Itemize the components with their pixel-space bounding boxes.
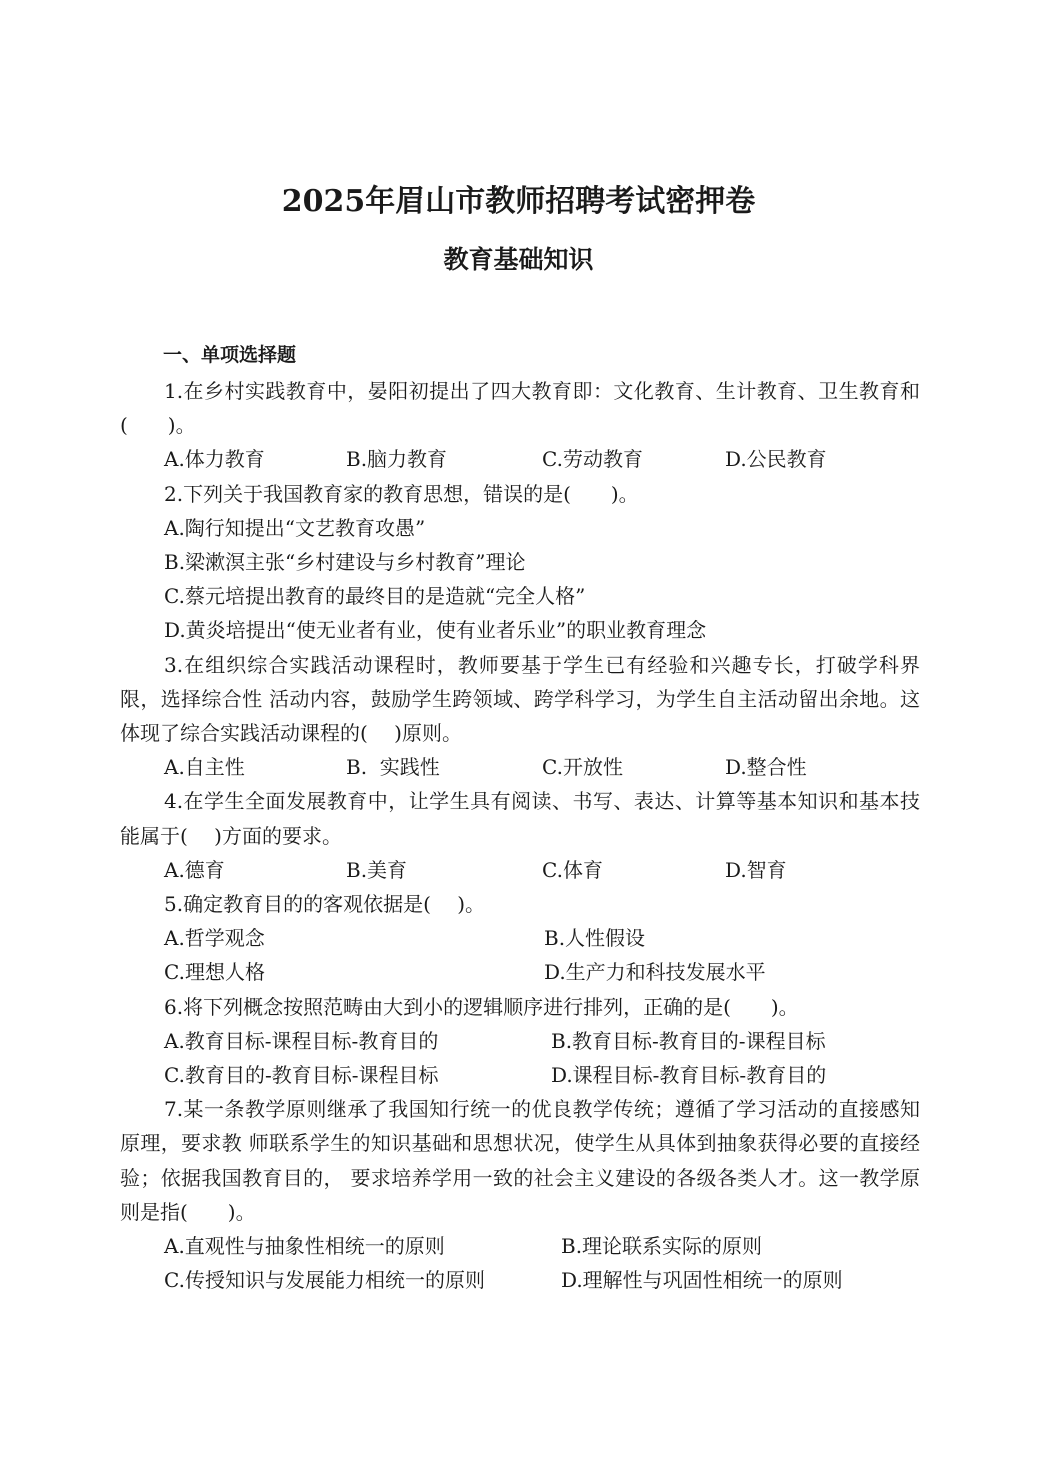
option-b[interactable]: B. 实践性 [346,755,440,780]
question-3-options [120,750,920,784]
option-c[interactable]: C.传授知识与发展能力相统一的原则 [164,1268,485,1293]
option-d[interactable]: D.黄炎培提出“使无业者有业，使有业者乐业”的职业教育理念 [164,618,707,643]
question-6-options-row-1 [120,1024,920,1058]
question-4-stem: 4.在学生全面发展教育中，让学生具有阅读、书写、表达、计算等基本知识和基本技能属于( )方面的要求。 [120,789,920,848]
option-a[interactable]: A.哲学观念 [164,926,265,951]
question-1-options [120,442,920,476]
option-d[interactable]: D.公民教育 [725,447,827,472]
option-d[interactable]: D.生产力和科技发展水平 [544,960,766,985]
option-d[interactable]: D.理解性与巩固性相统一的原则 [561,1268,843,1293]
question-7-stem: 7.某一条教学原则继承了我国知行统一的优良教学传统；遵循了学习活动的直接感知原理，要求教 师联系学生的知识基础和思想状况，使学生从具体到抽象获得必要的直接经验；依据我国教育目的， 要求培养学用一致的社会主义建设的各级各类人才。这一教学原则是指( )。 [120,1097,920,1224]
option-d[interactable]: D.课程目标-教育目标-教育目的 [551,1062,827,1087]
question-list [120,374,920,1297]
option-b[interactable]: B.理论联系实际的原则 [561,1233,763,1258]
option-b[interactable]: B.梁漱溟主张“乡村建设与乡村教育”理论 [164,549,526,574]
option-b[interactable]: B.人性假设 [544,926,646,951]
option-c[interactable]: C.劳动教育 [542,447,643,472]
question-4-options [120,853,920,887]
question-5-stem: 5.确定教育目的的客观依据是( )。 [164,891,486,916]
option-a[interactable]: A.德育 [164,857,225,882]
option-b[interactable]: B.脑力教育 [346,447,448,472]
option-a[interactable]: A.陶行知提出“文艺教育攻愚” [164,515,426,540]
question-1-stem: 1.在乡村实践教育中，晏阳初提出了四大教育即：文化教育、生计教育、卫生教育和( )。 [120,379,920,438]
question-3-stem: 3.在组织综合实践活动课程时，教师要基于学生已有经验和兴趣专长，打破学科界限，选择综合性 活动内容，鼓励学生跨领域、跨学科学习，为学生自主活动留出余地。这体现了综合实践活动课程的( )原则。 [120,652,920,745]
option-c[interactable]: C.教育目的-教育目标-课程目标 [164,1062,439,1087]
section-heading: 一、单项选择题 [163,344,297,366]
question-7-options-row-1 [120,1229,920,1263]
option-a[interactable]: A.体力教育 [164,447,265,472]
option-a[interactable]: A.自主性 [164,755,245,780]
page-subtitle: 教育基础知识 [443,245,594,274]
question-7-options-row-2 [120,1263,920,1297]
option-c[interactable]: C.理想人格 [164,960,265,985]
option-c[interactable]: C.开放性 [542,755,623,780]
option-a[interactable]: A.直观性与抽象性相统一的原则 [164,1233,445,1258]
option-d[interactable]: D.智育 [725,857,787,882]
question-6-options-row-2 [120,1058,920,1092]
question-5-options-row-1 [120,921,920,955]
page-title: 2025年眉山市教师招聘考试密押卷 [281,184,756,219]
question-2-stem: 2.下列关于我国教育家的教育思想，错误的是( )。 [164,481,639,506]
option-c[interactable]: C.蔡元培提出教育的最终目的是造就“完全人格” [164,584,586,609]
option-d[interactable]: D.整合性 [725,755,807,780]
question-6-stem: 6.将下列概念按照范畴由大到小的逻辑顺序进行排列，正确的是( )。 [164,994,799,1019]
question-5-options-row-2 [120,955,920,989]
option-a[interactable]: A.教育目标-课程目标-教育目的 [164,1028,439,1053]
option-b[interactable]: B.教育目标-教育目的-课程目标 [551,1028,826,1053]
option-b[interactable]: B.美育 [346,857,408,882]
option-c[interactable]: C.体育 [542,857,603,882]
